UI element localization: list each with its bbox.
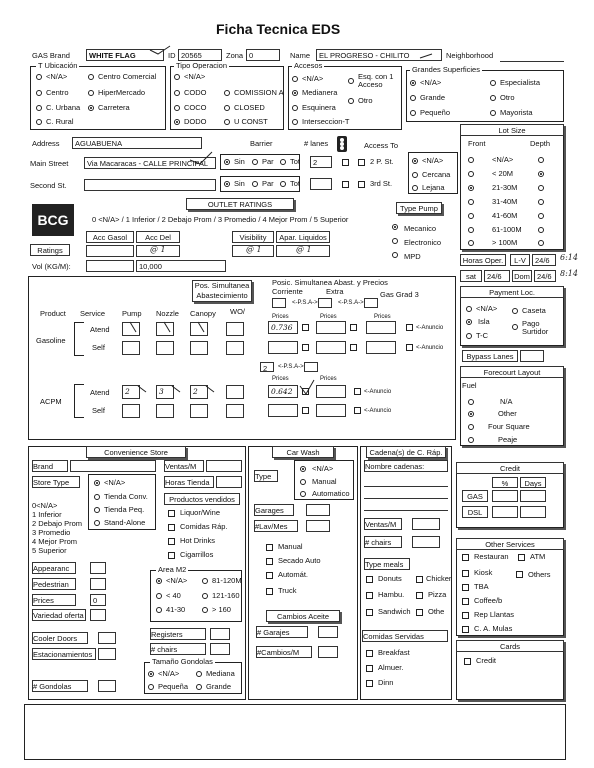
main-street-field[interactable]: Via Macaracas - CALLE PRINCIPAL — [84, 157, 216, 169]
lv-handwriting: 6:14 — [560, 253, 578, 262]
outlet-ratings-title: OUTLET RATINGS — [186, 198, 294, 210]
id-field[interactable]: 20565 — [178, 49, 222, 61]
store-chairs-label: # chairs — [150, 643, 206, 655]
wo-label: WO/ — [230, 307, 245, 316]
variedad-label: Variedad oferta — [32, 609, 86, 621]
lav-mes-label: #Lav/Mes — [254, 520, 298, 532]
accesos-interseccion-label: Interseccion-T — [302, 117, 350, 126]
tamano-title: Tamaño Gondolas — [152, 657, 213, 666]
gasoline-self-label: Self — [92, 343, 105, 352]
prod-liquor-label: Liquor/Wine — [180, 508, 221, 517]
lv-label: L-V — [510, 254, 530, 266]
accesos-medianera-label: Medianera — [302, 88, 338, 97]
store-type-na-label: <N/A> — [104, 478, 126, 487]
lot-depth-label: Depth — [530, 139, 551, 148]
name-field[interactable]: EL PROGRESO - CHILITO — [316, 49, 442, 61]
superficies-title: Grandes Superficies — [412, 65, 480, 74]
address-label: Address — [32, 139, 60, 148]
acpm-prices-label-2: Prices — [320, 376, 337, 382]
carwash-automatico-label: Automatico — [312, 489, 350, 498]
carwash-truck-label: Truck — [278, 586, 297, 595]
area-na-label: <N/A> — [166, 576, 188, 585]
operacion-dodo-label: DODO — [184, 117, 207, 126]
meal-sandwich-label: Sandwich — [378, 607, 411, 616]
meal-hambu-label: Hambu. — [378, 590, 405, 599]
product-label: Product — [40, 309, 66, 318]
operacion-uconst-label: U CONST — [234, 117, 268, 126]
forecourt-title: Forecourt Layout — [460, 366, 564, 378]
store-type-peq-label: Tienda Peq. — [104, 505, 145, 514]
address-field[interactable]: AGUABUENA — [72, 137, 202, 149]
pump-tick — [130, 322, 136, 332]
prod-comidas-label: Comidas Ráp. — [180, 522, 228, 531]
area-121-label: 121-160 — [212, 591, 240, 600]
credit-dsl-label: DSL — [462, 506, 488, 518]
carwash-manual-label: Manual — [312, 477, 337, 486]
garajes-label: # Garajes — [256, 626, 308, 638]
gas-brand-field[interactable]: WHITE FLAG — [86, 49, 164, 61]
store-type-stand-label: Stand-Alone — [104, 518, 146, 527]
svc-others-label: Others — [528, 570, 551, 579]
form-title: Ficha Tecnica EDS — [216, 21, 341, 37]
svc-kiosk-label: Kiosk — [474, 568, 493, 577]
prod-hot-drinks-label: Hot Drinks — [180, 536, 216, 545]
store-prices-field[interactable]: 0 — [90, 594, 106, 606]
pump-mecanico-label: Mecanico — [404, 224, 437, 233]
acpm-corriente-price-field[interactable]: 0.642 — [268, 385, 298, 398]
acpm-psa-label: <-P.S.A-> — [278, 364, 304, 370]
garages-label: Garages — [254, 504, 294, 516]
pump-mpd-label: MPD — [404, 252, 421, 261]
svc-tba-label: TBA — [474, 582, 489, 591]
ubicacion-c-rural-label: C. Rural — [46, 117, 74, 126]
store-scale-4: 4 Mejor Prom — [32, 537, 78, 546]
superficies-especialista-label: Especialista — [500, 78, 541, 87]
lanes-label: # lanes — [304, 139, 329, 148]
second-p-street-label: 2 P. St. — [370, 157, 394, 166]
accesos-esquinera-label: Esquinera — [302, 103, 336, 112]
neighborhood-label: Neighborhood — [446, 51, 494, 60]
credit-pct-label: % — [492, 477, 518, 488]
apar-handwriting: @ 1 — [296, 245, 312, 254]
acc-gasol-label: Acc Gasol — [86, 231, 134, 243]
operacion-closed-label: CLOSED — [234, 103, 265, 112]
superficies-pequeno-label: Pequeño — [420, 108, 451, 117]
ubicacion-carretera-label: Carretera — [98, 103, 130, 112]
nozzle-label: Nozzle — [156, 309, 179, 318]
third-street-label: 3rd St. — [370, 179, 393, 188]
main-par-label: Par — [262, 157, 274, 166]
forecourt-four-square-label: Four Square — [488, 422, 530, 431]
prices-label-3: Prices — [374, 314, 391, 320]
acpm-label: ACPM — [40, 397, 62, 406]
payment-title: Payment Loc. — [460, 286, 564, 298]
tamano-grande-label: Grande — [206, 682, 232, 691]
access-na-label: <N/A> — [422, 156, 444, 165]
superficies-na-label: <N/A> — [420, 78, 442, 87]
gasoline-label: Gasoline — [36, 336, 66, 345]
nozzle-tick — [164, 322, 170, 332]
acpm-check — [300, 380, 314, 394]
bcg-logo: BCG — [32, 204, 74, 236]
store-ventas-label: Ventas/M — [164, 460, 204, 472]
pedestrian-label: Pedestrian — [32, 578, 76, 590]
almuer-label: Almuer. — [378, 663, 404, 672]
cambios-aceite-title: Cambios Aceite — [266, 610, 340, 622]
sat-label: sat — [460, 270, 482, 282]
gas-brand-label: GAS Brand — [32, 51, 70, 60]
vol-label: Vol (KG/M): — [32, 262, 71, 271]
lot-40-label: 31-40M — [492, 197, 518, 206]
svc-rep-llantas-label: Rep Llantas — [474, 610, 515, 619]
acpm-atend-canopy-field[interactable]: 2 — [190, 385, 208, 399]
gas-corriente-price-field[interactable]: 0.736 — [268, 321, 298, 334]
second-tot-label: Tot — [290, 179, 301, 188]
carwash-automat-label: Automát. — [278, 570, 309, 579]
gasoline-atend-label: Atend — [90, 325, 110, 334]
pump-col-label: Pump — [122, 309, 142, 318]
store-scale-5: 5 Superior — [32, 546, 67, 555]
ubicacion-c-urbana-label: C. Urbana — [46, 103, 81, 112]
store-scale-0: 0<N/A> — [32, 501, 58, 510]
dinn-label: Dinn — [378, 678, 394, 687]
meal-pizza-label: Pizza — [428, 590, 447, 599]
outlet-scale: 0 <N/A> / 1 Inferior / 2 Debajo Prom / 3 Promedio / 4 Mejor Prom / 5 Superior — [92, 215, 349, 224]
name-checkmark — [420, 54, 432, 58]
acpm-atend-nozzle-field[interactable]: 3 — [156, 385, 174, 399]
nombre-cadenas-label: Nombre cadenas: — [364, 460, 448, 472]
lv-field[interactable]: 24/6 — [532, 254, 556, 266]
type-pump-title: Type Pump — [396, 202, 442, 214]
carwash-na-label: <N/A> — [312, 464, 334, 473]
operacion-coco-label: COCO — [184, 103, 207, 112]
area-81-label: 81-120M — [212, 576, 242, 585]
ubicacion-centro-comercial-label: Centro Comercial — [98, 72, 157, 81]
cadena-chairs-label: # chairs — [364, 536, 402, 548]
canopy-label: Canopy — [190, 309, 216, 318]
gondolas-label: # Gondolas — [32, 680, 88, 692]
comidas-servidas-label: Comidas Servidas — [362, 630, 448, 642]
acpm-psa-field[interactable]: 2 — [260, 362, 274, 372]
accesos-na-label: <N/A> — [302, 74, 324, 83]
store-scale-2: 2 Debajo Prom — [32, 519, 83, 528]
store-type-conv-label: Tienda Conv. — [104, 492, 148, 501]
payment-tc-label: T-C — [476, 331, 489, 340]
service-label: Service — [80, 309, 106, 318]
productos-label: Productos vendidos — [164, 493, 240, 505]
forecourt-other-label: Other — [498, 409, 517, 418]
cadena-ventas-label: Ventas/M — [364, 518, 402, 530]
forecourt-na-label: N/A — [500, 397, 513, 406]
breakfast-label: Breakfast — [378, 648, 410, 657]
id-label: ID — [168, 51, 176, 60]
payment-isla-label: Isla — [478, 317, 490, 326]
meal-chicken-label: Chicker — [426, 574, 452, 583]
lot-na-label: <N/A> — [492, 155, 514, 164]
type-meals-label: Type meals — [364, 558, 410, 570]
credit-title: Credit — [456, 462, 564, 474]
store-prices-label: Prices — [32, 594, 76, 606]
acpm-anuncio-label-2: <-Anuncio — [364, 408, 392, 414]
accesos-title: Accesos — [294, 61, 323, 70]
cards-title: Cards — [456, 640, 564, 652]
dom-label: Dom — [512, 270, 532, 282]
lot-size-title: Lot Size — [460, 124, 564, 136]
pump-electronico-label: Electronico — [404, 238, 442, 247]
svc-restauran-label: Restauran — [474, 552, 509, 561]
brand-checkmark — [150, 46, 170, 54]
zona-label: Zona — [226, 51, 244, 60]
visibility-handwriting: @ 1 — [246, 245, 262, 254]
acpm-nozzle-tick — [172, 386, 180, 392]
store-type-label: Store Type — [32, 476, 80, 488]
prices-label-1: Prices — [272, 314, 289, 320]
lot-60-label: 41-60M — [492, 211, 518, 220]
meal-donuts-label: Donuts — [378, 574, 402, 583]
second-street-label: Second St. — [30, 181, 67, 190]
superficies-mayorista-label: Mayorista — [500, 108, 533, 117]
appearance-label: Appearanc — [32, 562, 76, 574]
psa-label-1: <-P.S.A-> — [292, 300, 318, 306]
svc-atm-label: ATM — [530, 552, 546, 561]
acpm-atend-pump-field[interactable]: 2 — [122, 385, 140, 399]
tamano-pequena-label: Pequeña — [158, 682, 189, 691]
ubicacion-hipermercado-label: HiperMercado — [98, 88, 146, 97]
payment-na-label: <N/A> — [476, 304, 498, 313]
acpm-self-label: Self — [92, 406, 105, 415]
pos-simultanea-label: Pos. Simultanea Abastecimiento — [192, 280, 252, 302]
carwash-type-label: Type — [254, 470, 278, 482]
apar-liquidos-label: Apar. Liquidos — [276, 231, 330, 243]
cambios-label: #Cambios/M — [256, 646, 312, 658]
name-label: Name — [290, 51, 311, 60]
meal-other-label: Othe — [428, 607, 445, 616]
second-sin-label: Sin — [234, 179, 245, 188]
prod-cigarrillos-label: Cigarrillos — [180, 550, 214, 559]
second-par-label: Par — [262, 179, 274, 188]
dom-field[interactable]: 24/6 — [534, 270, 556, 282]
store-scale-3: 3 Promedio — [32, 528, 71, 537]
lot-20-label: < 20M — [492, 169, 514, 178]
lot-over-label: > 100M — [492, 238, 518, 247]
store-title: Convenience Store — [86, 446, 186, 458]
main-lanes-field[interactable]: 2 — [310, 156, 332, 168]
main-tot-label: Tot — [290, 157, 301, 166]
horas-tienda-label: Horas Tienda — [164, 476, 214, 488]
area-160-label: > 160 — [212, 605, 231, 614]
gas-anuncio-label-1: <-Anuncio — [416, 325, 444, 331]
carwash-title: Car Wash — [272, 446, 334, 458]
prices-label-2: Prices — [320, 314, 337, 320]
superficies-otro-label: Otro — [500, 93, 515, 102]
visibility-label: Visibility — [232, 231, 274, 243]
main-sin-label: Sin — [234, 157, 245, 166]
credit-gas-label: GAS — [462, 490, 488, 502]
street-checkmark — [190, 152, 212, 164]
extra-label: Extra — [326, 287, 344, 296]
acpm-canopy-tick — [206, 386, 214, 392]
lot-30-label: 21-30M — [492, 183, 518, 192]
area-41-label: 41-30 — [166, 605, 186, 614]
accesos-esq-label: Esq. con 1 Acceso — [358, 72, 394, 90]
corriente-label: Corriente — [272, 287, 303, 296]
gas-anuncio-label-2: <-Anuncio — [416, 345, 444, 351]
main-street-label: Main Street — [30, 159, 69, 168]
registers-label: Registers — [150, 628, 206, 640]
vol-field[interactable]: 10,000 — [136, 260, 226, 272]
ratings-label: Ratings — [30, 244, 70, 256]
acpm-anuncio-label-1: <-Anuncio — [364, 389, 392, 395]
operacion-codo-label: CODO — [184, 88, 207, 97]
forecourt-fuel-label: Fuel — [462, 381, 477, 390]
ubicacion-title: T Ubicación — [38, 61, 78, 70]
credit-days-label: Days — [520, 477, 546, 488]
sat-field[interactable]: 24/6 — [484, 270, 510, 282]
cards-credit-label: Credit — [476, 656, 497, 665]
operacion-comission-label: COMISSION A — [234, 88, 284, 97]
operacion-title: Tipo Operacion — [176, 61, 227, 70]
store-scale-1: 1 Inferior — [32, 510, 62, 519]
cadena-title: Cadena(s) de C. Ráp. — [366, 446, 446, 458]
posic-simultanea-label: Posic. Simultanea Abast. y Precios — [272, 278, 388, 287]
payment-surtidor-label: Pago Surtidor — [522, 319, 549, 337]
ubicacion-na-label: <N/A> — [46, 72, 68, 81]
accesos-otro-label: Otro — [358, 96, 373, 105]
superficies-grande-label: Grande — [420, 93, 446, 102]
acc-del-label: Acc Del — [136, 231, 180, 243]
psa-label-2: <-P.S.A-> — [338, 300, 364, 306]
carwash-secado-label: Secado Auto — [278, 556, 321, 565]
ubicacion-centro-label: Centro — [46, 88, 69, 97]
store-brand-label: Brand — [32, 460, 68, 472]
carwash-manual-check-label: Manual — [278, 542, 303, 551]
cooler-doors-label: Cooler Doors — [32, 632, 88, 644]
gas-grad-label: Gas Grad 3 — [380, 290, 419, 299]
payment-caseta-label: Caseta — [522, 306, 546, 315]
canopy-tick — [198, 322, 204, 332]
other-services-title: Other Services — [456, 538, 564, 550]
tamano-mediana-label: Mediana — [206, 669, 235, 678]
area-title: Area M2 — [158, 565, 187, 574]
zona-field[interactable]: 0 — [246, 49, 280, 61]
svc-mulas-label: C. A. Mulas — [474, 624, 513, 633]
forecourt-peaje-label: Peaje — [498, 435, 518, 444]
lot-100-label: 61-100M — [492, 225, 522, 234]
bypass-lanes-label: Bypass Lanes — [462, 350, 518, 362]
access-cercana-label: Cercana — [422, 170, 451, 179]
acpm-pump-tick — [138, 386, 146, 392]
lot-front-label: Front — [468, 139, 486, 148]
operacion-na-label: <N/A> — [184, 72, 206, 81]
access-to-label: Access To — [364, 141, 399, 150]
acpm-atend-label: Atend — [90, 388, 110, 397]
estacionamientos-label: Estacionamientos — [32, 648, 96, 660]
svc-coffee-label: Coffee/b — [474, 596, 503, 605]
access-lejana-label: Lejana — [422, 183, 445, 192]
area-40-label: < 40 — [166, 591, 181, 600]
acpm-prices-label-1: Prices — [272, 376, 289, 382]
barrier-label: Barrier — [250, 139, 273, 148]
horas-oper-label: Horas Oper. — [460, 254, 506, 266]
tamano-na-label: <N/A> — [158, 669, 180, 678]
acc-del-handwriting: @ 1 — [150, 245, 166, 254]
dom-handwriting: 8:14 — [560, 269, 578, 278]
